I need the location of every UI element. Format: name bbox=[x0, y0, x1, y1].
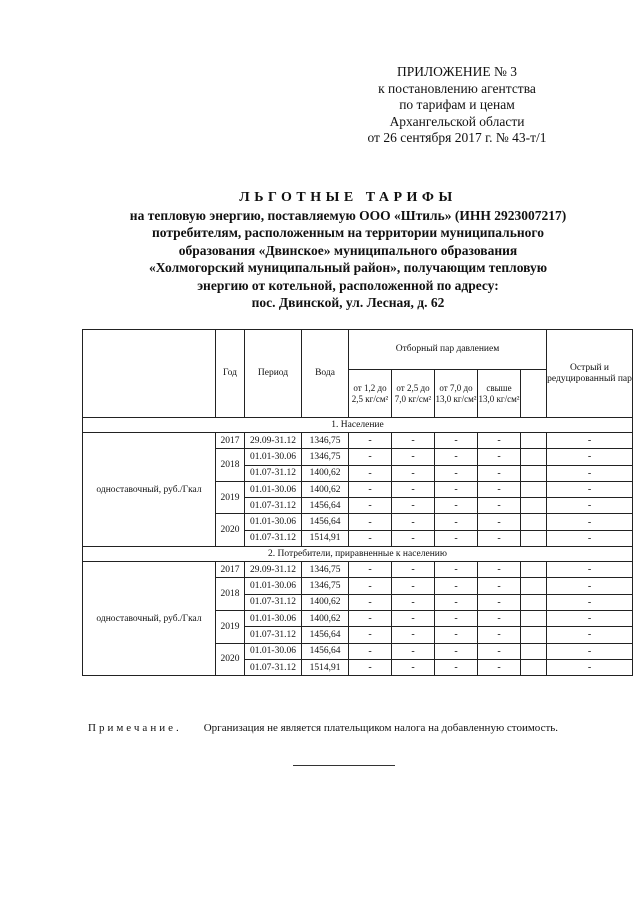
steam-spacer-cell bbox=[521, 627, 547, 643]
appendix-line: Архангельской области bbox=[389, 113, 525, 129]
period-cell: 01.07-31.12 bbox=[245, 594, 302, 610]
title-line: образования «Двинское» муниципального образования bbox=[178, 242, 518, 258]
steam-tariff-cell: - bbox=[478, 594, 521, 610]
steam-tariff-cell: - bbox=[349, 627, 392, 643]
year-cell: 2019 bbox=[216, 610, 245, 643]
steam-spacer-cell bbox=[521, 659, 547, 675]
header-sharp-steam: Острый и редуцированный пар bbox=[547, 330, 633, 418]
steam-tariff-cell: - bbox=[478, 659, 521, 675]
section-title: 1. Население bbox=[83, 418, 633, 433]
steam-tariff-cell: - bbox=[478, 498, 521, 514]
steam-tariff-cell: - bbox=[349, 498, 392, 514]
steam-tariff-cell: - bbox=[392, 449, 435, 465]
year-cell: 2017 bbox=[216, 433, 245, 449]
period-cell: 01.07-31.12 bbox=[245, 530, 302, 546]
steam-tariff-cell: - bbox=[435, 433, 478, 449]
period-cell: 01.07-31.12 bbox=[245, 627, 302, 643]
steam-tariff-cell: - bbox=[435, 610, 478, 626]
sharp-steam-cell: - bbox=[547, 465, 633, 481]
steam-tariff-cell: - bbox=[392, 481, 435, 497]
tariff-table bbox=[82, 329, 633, 676]
period-cell: 01.01-30.06 bbox=[245, 610, 302, 626]
year-cell: 2018 bbox=[216, 449, 245, 482]
title-heading: ЛЬГОТНЫЕ ТАРИФЫ bbox=[239, 190, 457, 205]
sharp-steam-cell: - bbox=[547, 659, 633, 675]
header-steam-1: от 1,2 до 2,5 кг/см² bbox=[349, 370, 392, 418]
steam-tariff-cell: - bbox=[349, 530, 392, 546]
divider-line bbox=[293, 765, 395, 766]
sharp-steam-cell: - bbox=[547, 433, 633, 449]
steam-tariff-cell: - bbox=[478, 578, 521, 594]
steam-tariff-cell: - bbox=[392, 465, 435, 481]
title-line: на тепловую энергию, поставляемую ООО «Штиль» (ИНН 2923007217) bbox=[129, 207, 567, 223]
appendix-line: по тарифам и ценам bbox=[399, 97, 515, 112]
steam-tariff-cell: - bbox=[392, 433, 435, 449]
period-cell: 01.07-31.12 bbox=[245, 465, 302, 481]
steam-spacer-cell bbox=[521, 530, 547, 546]
steam-tariff-cell: - bbox=[349, 643, 392, 659]
water-tariff-cell: 1514,91 bbox=[302, 659, 349, 675]
sharp-steam-cell: - bbox=[547, 514, 633, 530]
steam-tariff-cell: - bbox=[349, 481, 392, 497]
steam-spacer-cell bbox=[521, 594, 547, 610]
steam-tariff-cell: - bbox=[435, 449, 478, 465]
note bbox=[88, 722, 618, 734]
header-period: Период bbox=[245, 330, 302, 418]
title-line: потребителям, расположенным на территории муниципального bbox=[152, 225, 544, 240]
sharp-steam-cell: - bbox=[547, 481, 633, 497]
header-steam-spacer bbox=[521, 370, 547, 418]
steam-tariff-cell: - bbox=[435, 643, 478, 659]
steam-tariff-cell: - bbox=[478, 562, 521, 578]
water-tariff-cell: 1456,64 bbox=[302, 514, 349, 530]
document-title bbox=[80, 189, 616, 312]
title-line: энергию от котельной, расположенной по адресу: bbox=[197, 277, 499, 293]
title-line: «Холмогорский муниципальный район», получающим тепловую bbox=[148, 260, 548, 275]
tariff-table-body bbox=[83, 418, 633, 676]
water-tariff-cell: 1400,62 bbox=[302, 465, 349, 481]
steam-tariff-cell: - bbox=[349, 449, 392, 465]
sharp-steam-cell: - bbox=[547, 578, 633, 594]
steam-tariff-cell: - bbox=[478, 627, 521, 643]
steam-tariff-cell: - bbox=[435, 481, 478, 497]
water-tariff-cell: 1514,91 bbox=[302, 530, 349, 546]
period-cell: 01.07-31.12 bbox=[245, 498, 302, 514]
steam-tariff-cell: - bbox=[478, 481, 521, 497]
water-tariff-cell: 1400,62 bbox=[302, 594, 349, 610]
steam-tariff-cell: - bbox=[435, 627, 478, 643]
steam-tariff-cell: - bbox=[349, 514, 392, 530]
appendix-line: от 26 сентября 2017 г. № 43-т/1 bbox=[367, 130, 547, 145]
year-cell: 2020 bbox=[216, 643, 245, 676]
header-steam-group: Отборный пар давлением bbox=[349, 330, 547, 370]
steam-tariff-cell: - bbox=[478, 530, 521, 546]
steam-spacer-cell bbox=[521, 643, 547, 659]
steam-spacer-cell bbox=[521, 433, 547, 449]
steam-spacer-cell bbox=[521, 498, 547, 514]
category-cell: одноставочный, руб./Гкал bbox=[83, 562, 216, 676]
sharp-steam-cell: - bbox=[547, 562, 633, 578]
steam-tariff-cell: - bbox=[392, 610, 435, 626]
year-cell: 2019 bbox=[216, 481, 245, 514]
steam-spacer-cell bbox=[521, 465, 547, 481]
steam-tariff-cell: - bbox=[435, 578, 478, 594]
period-cell: 01.01-30.06 bbox=[245, 481, 302, 497]
water-tariff-cell: 1400,62 bbox=[302, 481, 349, 497]
water-tariff-cell: 1456,64 bbox=[302, 498, 349, 514]
note-label: Примечание. bbox=[88, 722, 182, 734]
water-tariff-cell: 1346,75 bbox=[302, 562, 349, 578]
steam-tariff-cell: - bbox=[392, 643, 435, 659]
steam-tariff-cell: - bbox=[349, 562, 392, 578]
category-cell: одноставочный, руб./Гкал bbox=[83, 433, 216, 547]
title-line: пос. Двинской, ул. Лесная, д. 62 bbox=[251, 295, 445, 310]
steam-tariff-cell: - bbox=[435, 659, 478, 675]
steam-tariff-cell: - bbox=[349, 659, 392, 675]
steam-spacer-cell bbox=[521, 449, 547, 465]
steam-tariff-cell: - bbox=[435, 530, 478, 546]
steam-spacer-cell bbox=[521, 562, 547, 578]
steam-tariff-cell: - bbox=[435, 465, 478, 481]
water-tariff-cell: 1346,75 bbox=[302, 433, 349, 449]
steam-tariff-cell: - bbox=[435, 514, 478, 530]
header-water: Вода bbox=[302, 330, 349, 418]
header-steam-2: от 2,5 до 7,0 кг/см² bbox=[392, 370, 435, 418]
steam-tariff-cell: - bbox=[349, 594, 392, 610]
period-cell: 29.09-31.12 bbox=[245, 433, 302, 449]
header-steam-3: от 7,0 до 13,0 кг/см² bbox=[435, 370, 478, 418]
year-cell: 2017 bbox=[216, 562, 245, 578]
appendix-line: ПРИЛОЖЕНИЕ № 3 bbox=[396, 64, 518, 79]
sharp-steam-cell: - bbox=[547, 449, 633, 465]
steam-tariff-cell: - bbox=[392, 530, 435, 546]
period-cell: 01.07-31.12 bbox=[245, 659, 302, 675]
steam-tariff-cell: - bbox=[392, 498, 435, 514]
header-steam-4: свыше 13,0 кг/см² bbox=[478, 370, 521, 418]
period-cell: 01.01-30.06 bbox=[245, 514, 302, 530]
appendix-line: к постановлению агентства bbox=[378, 80, 536, 96]
steam-tariff-cell: - bbox=[435, 562, 478, 578]
table-row bbox=[83, 433, 633, 449]
sharp-steam-cell: - bbox=[547, 643, 633, 659]
steam-tariff-cell: - bbox=[349, 578, 392, 594]
steam-tariff-cell: - bbox=[478, 465, 521, 481]
steam-tariff-cell: - bbox=[349, 610, 392, 626]
section-title: 2. Потребители, приравненные к населению bbox=[83, 547, 633, 562]
steam-tariff-cell: - bbox=[349, 465, 392, 481]
water-tariff-cell: 1456,64 bbox=[302, 627, 349, 643]
note-text: Организация не является плательщиком налога на добавленную стоимость. bbox=[203, 722, 559, 734]
steam-tariff-cell: - bbox=[478, 514, 521, 530]
steam-tariff-cell: - bbox=[392, 659, 435, 675]
steam-tariff-cell: - bbox=[435, 498, 478, 514]
water-tariff-cell: 1346,75 bbox=[302, 578, 349, 594]
steam-spacer-cell bbox=[521, 481, 547, 497]
sharp-steam-cell: - bbox=[547, 594, 633, 610]
header-category bbox=[83, 330, 216, 418]
period-cell: 29.09-31.12 bbox=[245, 562, 302, 578]
sharp-steam-cell: - bbox=[547, 627, 633, 643]
sharp-steam-cell: - bbox=[547, 498, 633, 514]
period-cell: 01.01-30.06 bbox=[245, 449, 302, 465]
steam-tariff-cell: - bbox=[478, 433, 521, 449]
steam-spacer-cell bbox=[521, 514, 547, 530]
period-cell: 01.01-30.06 bbox=[245, 643, 302, 659]
year-cell: 2020 bbox=[216, 514, 245, 547]
steam-tariff-cell: - bbox=[392, 594, 435, 610]
steam-tariff-cell: - bbox=[478, 449, 521, 465]
steam-tariff-cell: - bbox=[349, 433, 392, 449]
water-tariff-cell: 1456,64 bbox=[302, 643, 349, 659]
sharp-steam-cell: - bbox=[547, 530, 633, 546]
steam-tariff-cell: - bbox=[392, 562, 435, 578]
table-row bbox=[83, 562, 633, 578]
steam-spacer-cell bbox=[521, 610, 547, 626]
steam-tariff-cell: - bbox=[435, 594, 478, 610]
steam-tariff-cell: - bbox=[478, 610, 521, 626]
steam-spacer-cell bbox=[521, 578, 547, 594]
header-year: Год bbox=[216, 330, 245, 418]
water-tariff-cell: 1400,62 bbox=[302, 610, 349, 626]
period-cell: 01.01-30.06 bbox=[245, 578, 302, 594]
water-tariff-cell: 1346,75 bbox=[302, 449, 349, 465]
sharp-steam-cell: - bbox=[547, 610, 633, 626]
steam-tariff-cell: - bbox=[478, 643, 521, 659]
appendix-header bbox=[350, 64, 564, 147]
steam-tariff-cell: - bbox=[392, 578, 435, 594]
steam-tariff-cell: - bbox=[392, 514, 435, 530]
year-cell: 2018 bbox=[216, 578, 245, 611]
steam-tariff-cell: - bbox=[392, 627, 435, 643]
